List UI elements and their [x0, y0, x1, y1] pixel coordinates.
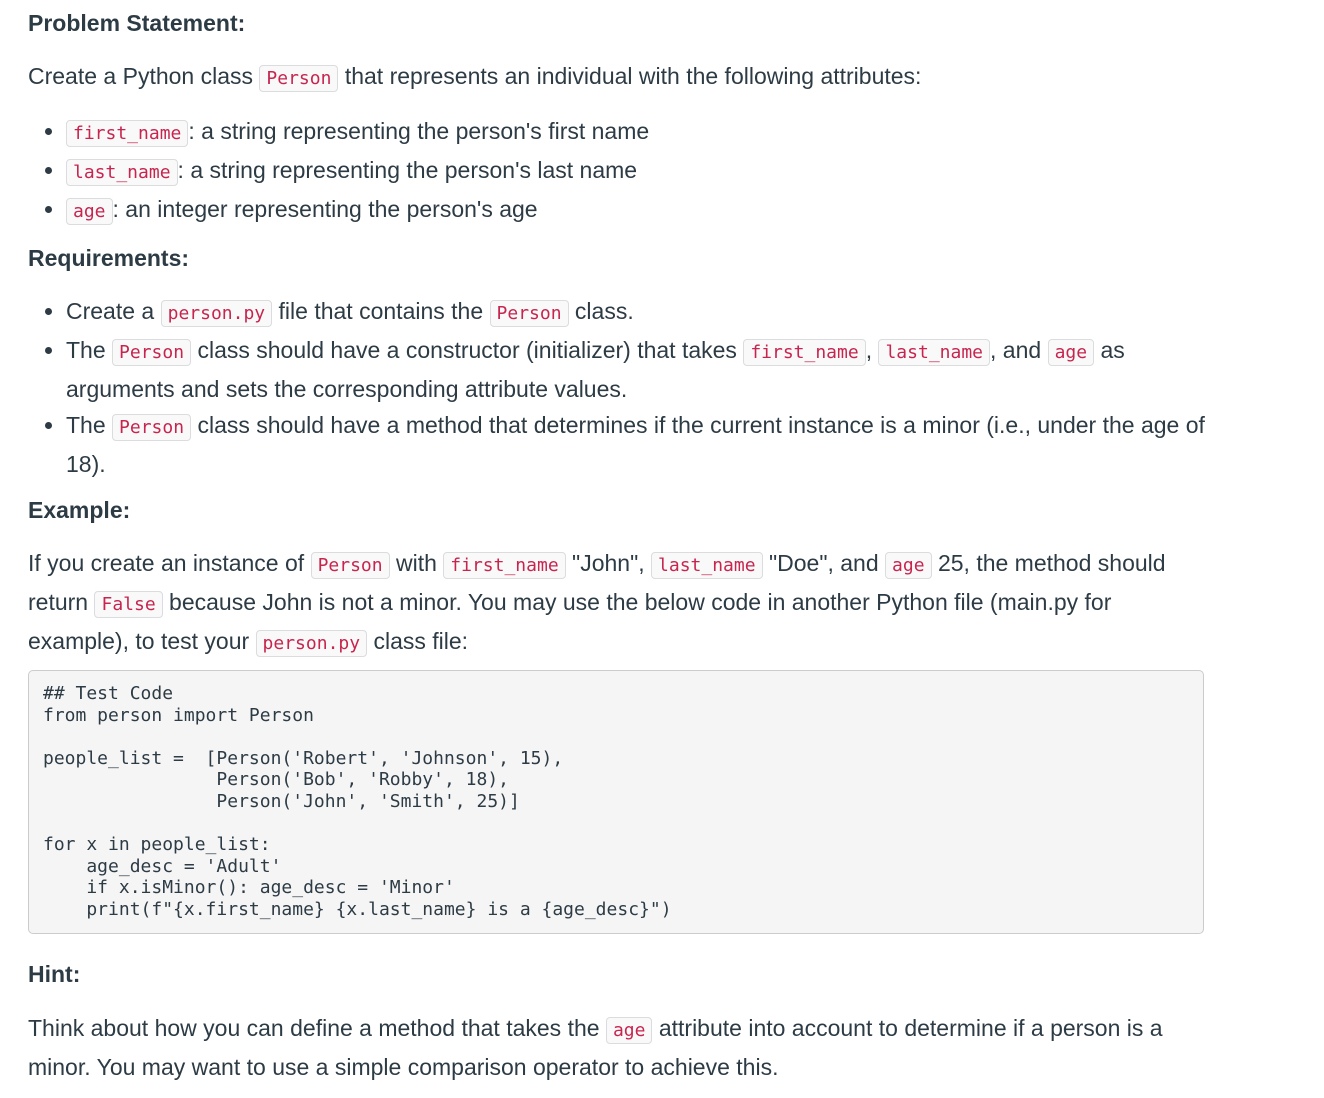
hint-heading: Hint: [28, 961, 81, 987]
attribute-list [28, 113, 649, 230]
inline-code: Person [311, 552, 390, 579]
example-text: because John is not a minor. You may use the below code in another Python file (main.py for example), to test your [28, 589, 1112, 654]
problem-statement-heading: Problem Statement: [28, 10, 246, 36]
requirement-text: , and [990, 337, 1048, 363]
example-text: with [389, 550, 444, 576]
test-code-block[interactable]: ## Test Code from person import Person people_list = [Person('Robert', 'Johnson', 15), Person('Bob', 'Robby', 18), Person('John', 'Smith', 25)] for x in people_list: age_desc = 'Adult' if x.isMinor(): age_desc = 'Minor' print(f"{x.first_name} {x.last_name} is a {age_desc}") [28, 670, 1204, 934]
example-text: "John", [565, 550, 652, 576]
hint-paragraph [28, 1010, 1198, 1085]
list-item [66, 332, 1216, 407]
inline-code: first_name [66, 120, 188, 147]
requirement-text: Create a [66, 298, 161, 324]
inline-code: Person [112, 414, 191, 441]
requirement-text: file that contains the [272, 298, 490, 324]
requirement-text: The [66, 412, 113, 438]
requirement-text: class should have a method that determines if the current instance is a minor (i.e., under the age of 18). [66, 412, 1205, 477]
attribute-description: : an integer representing the person's age [112, 196, 538, 222]
list-item [66, 407, 1216, 482]
inline-code: False [94, 591, 162, 618]
list-item [66, 152, 649, 191]
inline-code: last_name [651, 552, 763, 579]
example-text: class file: [367, 628, 469, 654]
inline-code: person.py [256, 630, 368, 657]
inline-code: first_name [443, 552, 565, 579]
inline-code: first_name [743, 339, 865, 366]
inline-code: last_name [878, 339, 990, 366]
hint-text: attribute into account to determine if a person is a minor. You may want to use a simple comparison operator to achieve this. [28, 1015, 1163, 1080]
hint-text: Think about how you can define a method that takes the [28, 1015, 606, 1041]
inline-code: age [606, 1017, 653, 1044]
requirement-text: as arguments and sets the corresponding attribute values. [66, 337, 1125, 402]
inline-code: age [885, 552, 932, 579]
inline-code: age [66, 198, 113, 225]
requirements-heading: Requirements: [28, 245, 190, 271]
list-item [66, 113, 649, 152]
requirements-list [28, 293, 1216, 482]
example-text: If you create an instance of [28, 550, 311, 576]
example-heading: Example: [28, 497, 131, 523]
problem-intro [28, 58, 921, 97]
inline-code: age [1048, 339, 1095, 366]
attribute-description: : a string representing the person's first name [188, 118, 650, 144]
example-text: "Doe", and [762, 550, 886, 576]
intro-text: Create a Python class [28, 63, 260, 89]
inline-code: person.py [161, 300, 273, 327]
requirement-text: , [865, 337, 879, 363]
intro-text: that represents an individual with the following attributes: [338, 63, 922, 89]
list-item [66, 191, 649, 230]
example-paragraph [28, 545, 1198, 662]
requirement-text: class. [568, 298, 634, 324]
requirement-text: The [66, 337, 113, 363]
inline-code: last_name [66, 159, 178, 186]
inline-code: Person [490, 300, 569, 327]
inline-code: Person [112, 339, 191, 366]
attribute-description: : a string representing the person's last name [177, 157, 638, 183]
inline-code: Person [259, 65, 338, 92]
example-text: 25, the method should return [28, 550, 1166, 615]
requirement-text: class should have a constructor (initializer) that takes [191, 337, 744, 363]
list-item [66, 293, 1216, 332]
